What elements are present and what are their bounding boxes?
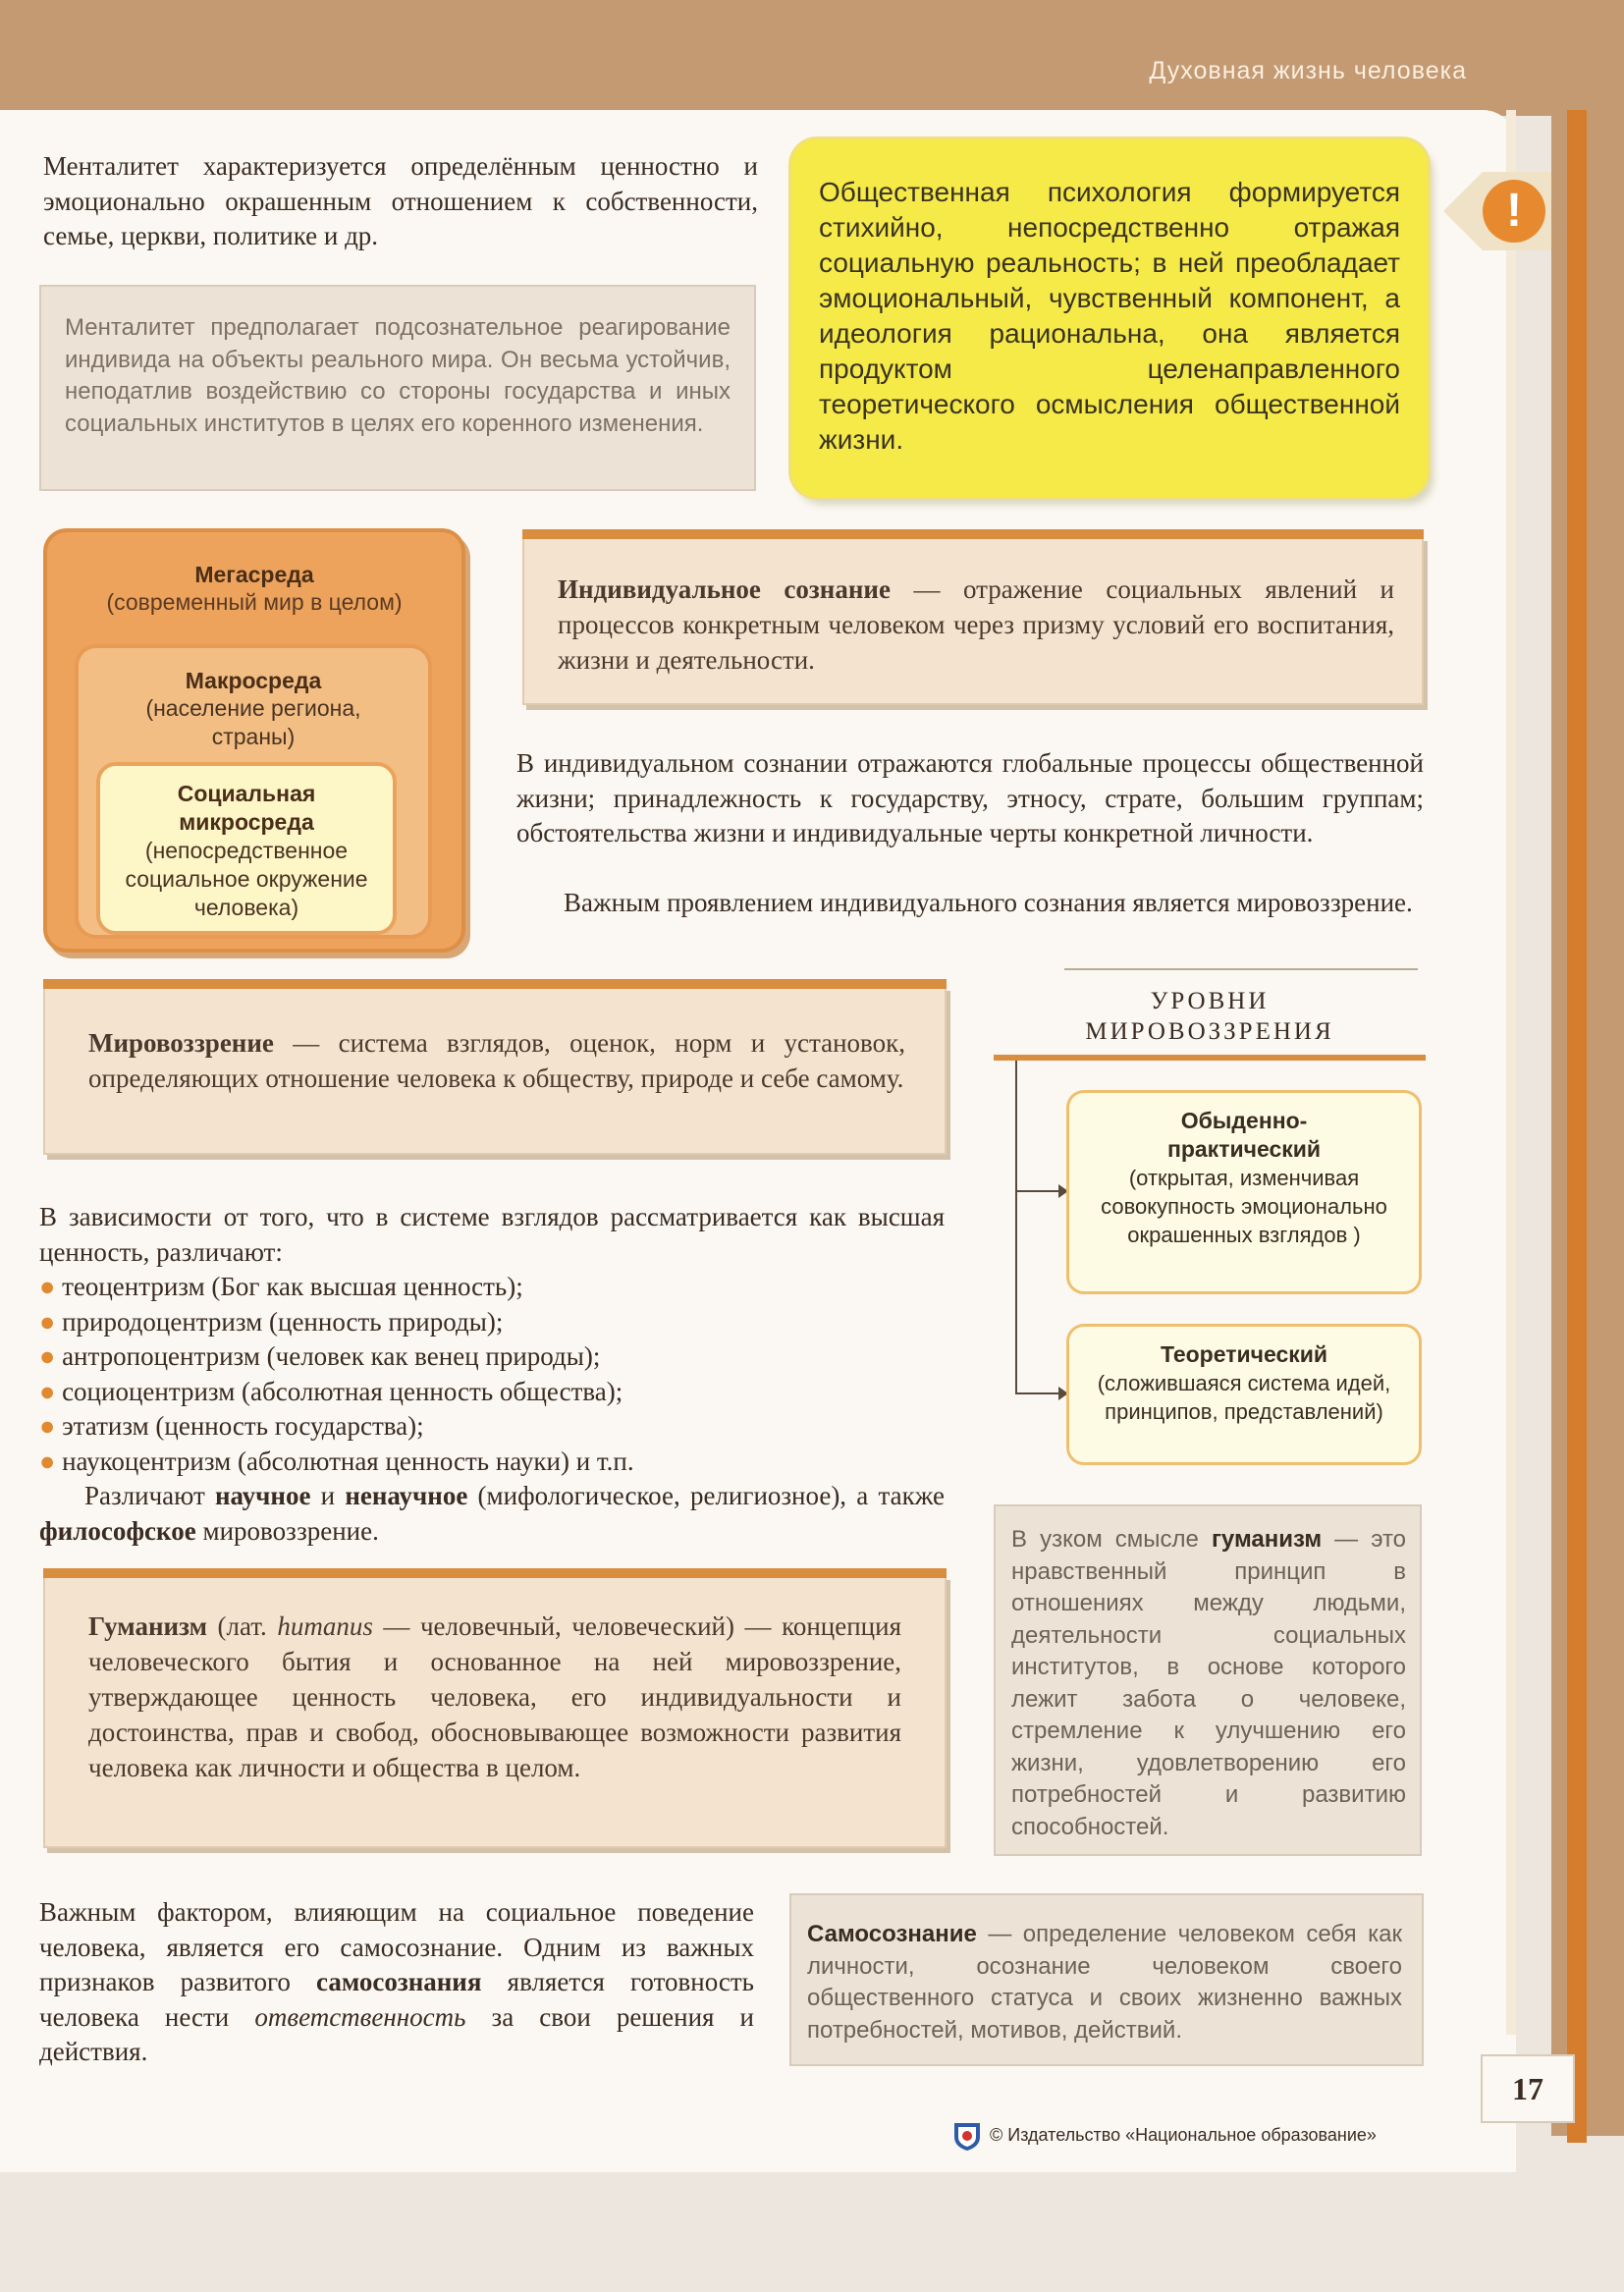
- levels-title-line1: УРОВНИ: [1150, 988, 1270, 1014]
- page-number: 17: [1512, 2071, 1543, 2106]
- individual-consciousness-definition: [522, 536, 1424, 705]
- definition-term: Мировоззрение: [88, 1028, 274, 1058]
- humanism-definition: [43, 1575, 947, 1848]
- levels-connector-vertical: [1015, 1061, 1017, 1394]
- list-item: ● наукоцентризм (абсолютная ценность науки) и т.п.: [39, 1446, 634, 1476]
- definition-text: Гуманизм (лат. humanus — человечный, человеческий) — концепция человеческого бытия и основанное на ней мировоззрение, утверждающее ценность человека, его индивидуальности и достоинства, прав и свобод, обосновывающее возможности развития человека как личности и общества в целом.: [88, 1611, 901, 1782]
- macro-title: Макросреда: [185, 668, 322, 693]
- bullet-icon: ●: [39, 1306, 63, 1337]
- level-desc: (сложившаяся система идей, принципов, представлений): [1097, 1371, 1391, 1424]
- definition-text: [558, 572, 1394, 678]
- mega-title: Мегасреда: [194, 562, 314, 587]
- latin-term: humanus: [277, 1611, 373, 1641]
- page-number-box: [1481, 2054, 1575, 2123]
- right-margin-band: [1551, 0, 1624, 2136]
- worldview-types-paragraph: Различают научное и ненаучное (мифологическое, религиозное), а также философское мировоззрение.: [39, 1481, 945, 1546]
- bullet-icon: ●: [39, 1411, 63, 1441]
- publisher-logo-icon: [950, 2119, 984, 2153]
- individual-paragraph-1: В индивидуальном сознании отражаются глобальные процессы общественной жизни; принадлежность к государству, этносу, страте, большим группам; обстоятельства жизни и индивидуальные черты конкретной личности.: [516, 748, 1424, 847]
- definition-text: [88, 1025, 905, 1096]
- bullet-icon: ●: [39, 1341, 63, 1371]
- orange-edge-strip: [1567, 110, 1587, 2143]
- level-theoretical-box: [1066, 1324, 1422, 1465]
- definition-body: — отражение социальных явлений и процессов конкретным человеком через призму условий его воспитания, жизни и деятельности.: [558, 574, 1395, 675]
- psychology-note-box: [791, 139, 1428, 497]
- definition-body: — система взглядов, оценок, норм и установок, определяющих отношение человека к обществу, природе и себе самому.: [88, 1028, 905, 1093]
- publisher-credit: © Издательство «Национальное образование»: [990, 2125, 1377, 2145]
- definition-accent-bar: [43, 1568, 947, 1578]
- values-list: [39, 1270, 945, 1479]
- levels-title: [994, 986, 1426, 1047]
- running-header: Духовная жизнь человека: [1149, 57, 1467, 84]
- list-item: ● этатизм (ценность государства);: [39, 1411, 424, 1441]
- level-everyday-box: [1066, 1090, 1422, 1294]
- bullet-icon: ●: [39, 1446, 63, 1476]
- levels-connector-arrow-1: [1015, 1190, 1064, 1192]
- level-desc: (открытая, изменчивая совокупность эмоционально окрашенных взглядов ): [1101, 1166, 1387, 1247]
- mega-desc: (современный мир в целом): [106, 589, 403, 615]
- levels-accent-bar: [994, 1055, 1426, 1061]
- definition-term: Индивидуальное сознание: [558, 574, 891, 604]
- intro-paragraph: Менталитет характеризуется определённым ценностно и эмоционально окрашенным отношением к собственности, семье, церкви, политике и др.: [43, 151, 758, 250]
- individual-paragraph-2: Важным проявлением индивидуального сознания является мировоззрение.: [564, 888, 1413, 917]
- mentality-note-box: [39, 285, 756, 491]
- self-awareness-note-box: [789, 1893, 1424, 2066]
- definition-accent-bar: [43, 979, 947, 989]
- important-marker: [1443, 157, 1551, 265]
- levels-title-line2: МИРОВОЗЗРЕНИЯ: [1085, 1018, 1334, 1045]
- micro-desc: (непосредственное социальное окружение человека): [125, 838, 368, 920]
- levels-connector-arrow-2: [1015, 1392, 1064, 1394]
- exclamation-glyph: !: [1506, 185, 1522, 237]
- definition-accent-bar: [522, 529, 1424, 539]
- list-item: ● социоцентризм (абсолютная ценность общества);: [39, 1376, 623, 1406]
- bullet-icon: ●: [39, 1272, 63, 1301]
- self-awareness-paragraph: Важным фактором, влияющим на социальное поведение человека, является его самосознание. Одним из важных признаков развитого самосознания является готовность человека нести ответственность за свои решения и действия.: [39, 1897, 754, 2066]
- list-item: ● антропоцентризм (человек как венец природы);: [39, 1341, 601, 1371]
- values-intro: В зависимости от того, что в системе взглядов рассматривается как высшая ценность, различают:: [39, 1202, 945, 1267]
- micro-environment-box: [96, 762, 397, 935]
- self-awareness-note-text: Самосознание — определение человеком себя как личности, осознание человеком своего общественного статуса и своих жизненно важных потребностей, мотивов, действий.: [807, 1921, 1402, 2044]
- definition-term: Гуманизм: [88, 1611, 207, 1641]
- list-item: ● природоцентризм (ценность природы);: [39, 1306, 504, 1337]
- list-item: ● теоцентризм (Бог как высшая ценность);: [39, 1272, 523, 1301]
- bullet-icon: ●: [39, 1376, 63, 1406]
- macro-desc: (население региона, страны): [145, 695, 361, 749]
- humanism-note-text: В узком смысле гуманизм — это нравственный принцип в отношениях между людьми, деятельности социальных институтов, в основе которого лежит забота о человеке, стремление к улучшению его жизни, удовлетворению его потребностей и развитию способностей.: [1011, 1526, 1407, 1840]
- worldview-definition: [43, 986, 947, 1155]
- micro-title: Социальная микросреда: [177, 781, 316, 835]
- psychology-note-text: Общественная психология формируется стихийно, непосредственно отражая социальную реальность; в ней преобладает эмоциональный, чувственный компонент, а идеология рациональна, она является продуктом целенаправленного теоретического осмысления общественной жизни.: [819, 177, 1400, 455]
- level-title: Теоретический: [1160, 1341, 1328, 1367]
- humanism-note-box: [994, 1504, 1422, 1856]
- mentality-note-text: Менталитет предполагает подсознательное реагирование индивида на объекты реального мира. Он весьма устойчив, неподатлив воздействию со стороны государства и иных социальных институтов в целях его коренного изменения.: [65, 314, 731, 437]
- levels-top-rule: [1064, 968, 1418, 970]
- page-edge: [1506, 110, 1516, 2035]
- level-title: Обыденно-практический: [1166, 1108, 1322, 1162]
